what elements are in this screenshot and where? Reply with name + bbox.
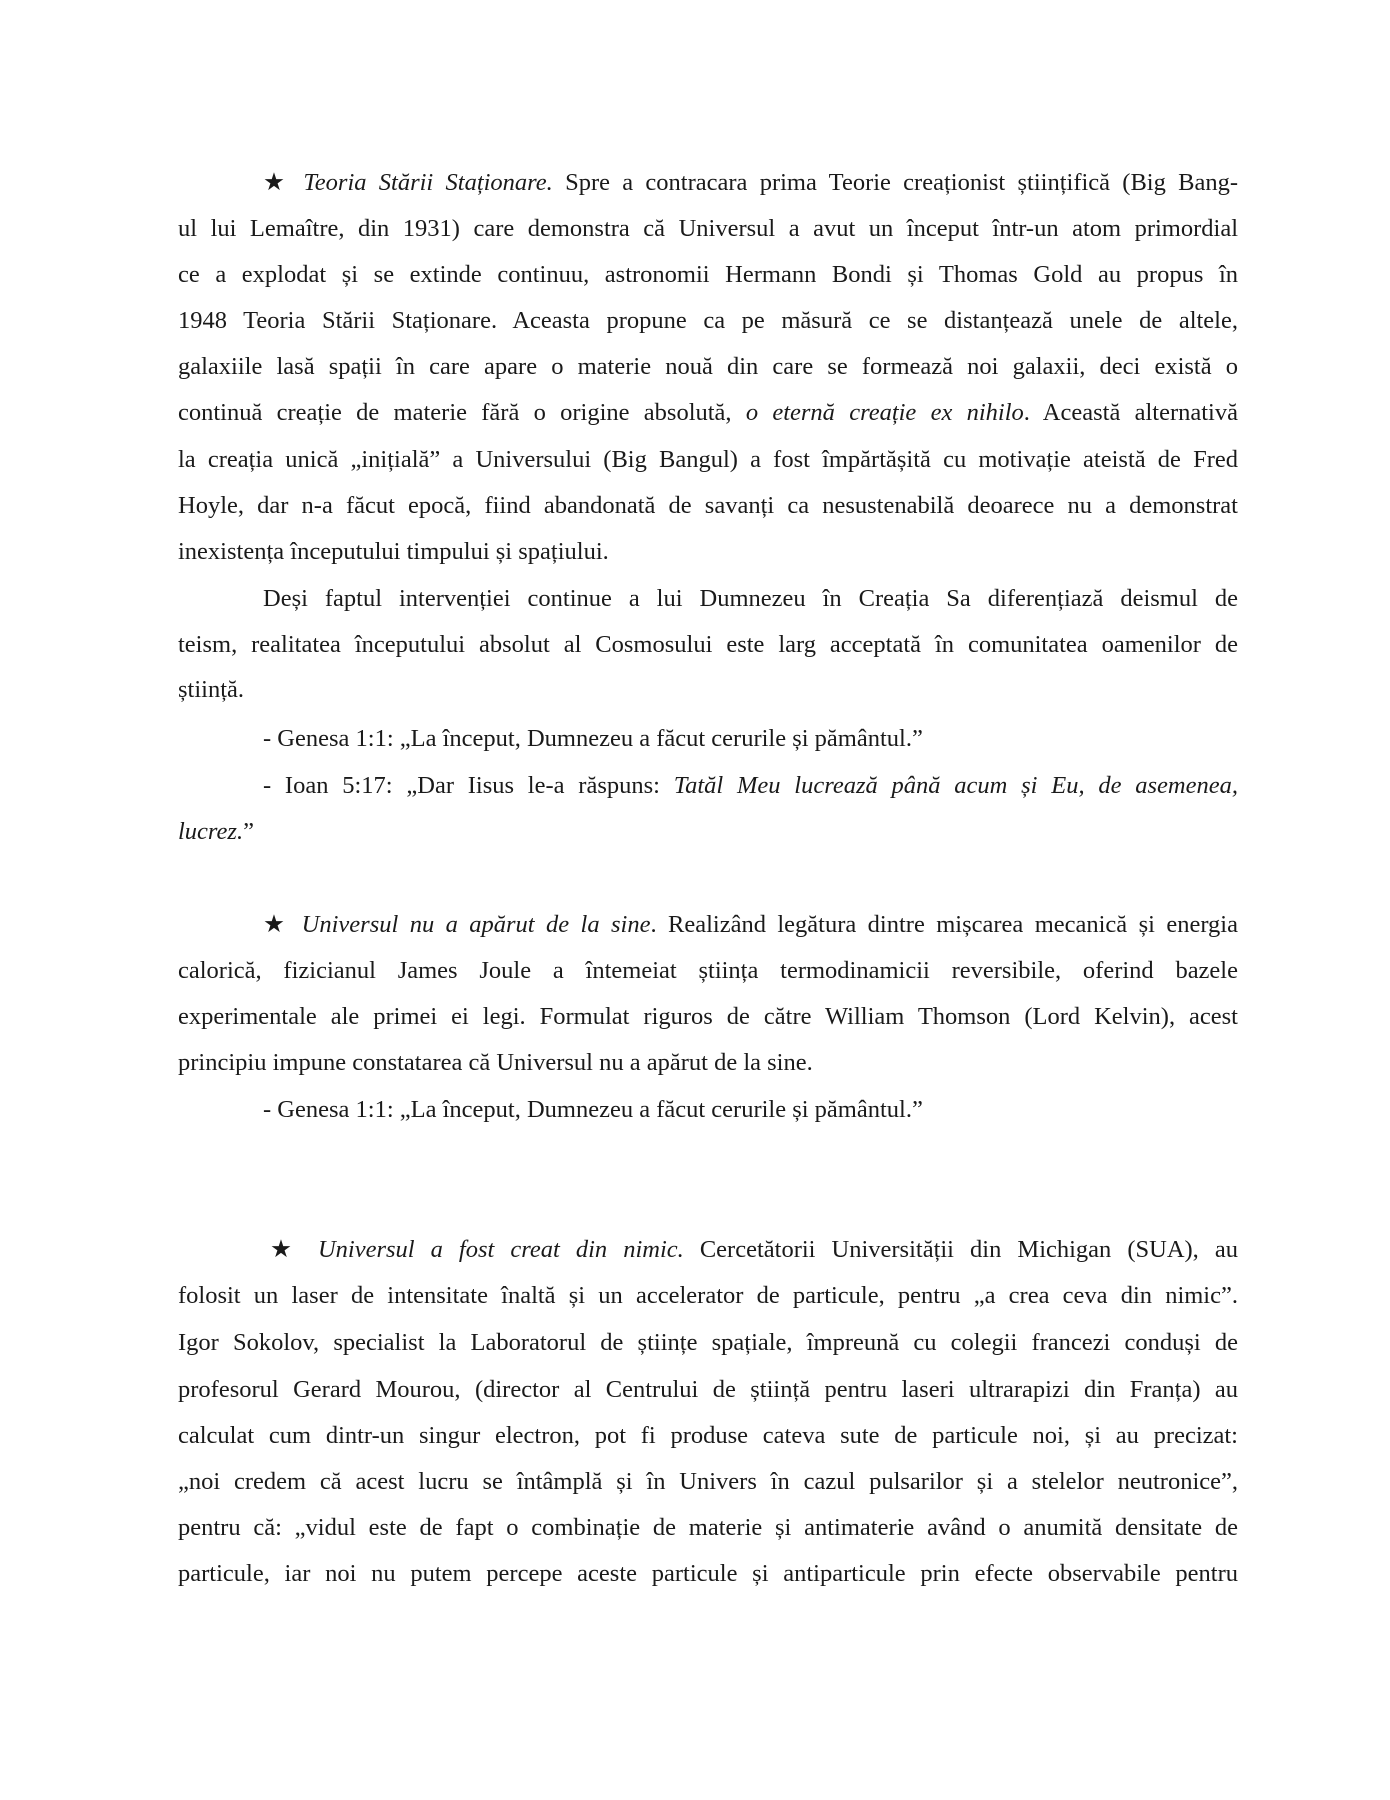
section-1-line-6 (178, 398, 1238, 428)
section-2-line-2: calorică, fizicianul James Joule a întemeiat știința termodinamicii reversibile, oferind bazele (178, 957, 1238, 984)
section-3-line-4: profesorul Gerard Mourou, (director al Centrului de știință pentru laseri ultrarapizi din Franța) au (178, 1376, 1238, 1403)
section-title: Universul a fost creat din nimic. (317, 1236, 684, 1263)
section-1-line-8: Hoyle, dar n-a făcut epocă, fiind abandonată de savanți ca nesustenabilă deoarece nu a demonstrat (178, 492, 1238, 519)
bible-reference-ioan (263, 771, 1238, 801)
text: Spre a contracara prima Teorie creaționist științifică (Big Bang- (552, 169, 1239, 196)
star-icon: ★ (270, 1236, 302, 1263)
section-1-line-1 (263, 168, 1238, 198)
section-title: Universul nu a apărut de la sine (301, 911, 651, 938)
text: . Această alternativă (1023, 399, 1238, 426)
paragraph-2-line-2: teism, realitatea începutului absolut al Cosmosului este larg acceptată în comunitatea oamenilor de (178, 631, 1238, 658)
section-1-line-7: la creația unică „inițială” a Universului (Big Bangul) a fost împărtășită cu motivație ateistă de Fred (178, 446, 1238, 473)
section-1-line-2: ul lui Lemaître, din 1931) care demonstra că Universul a avut un început într-un atom primordial (178, 215, 1238, 242)
star-icon: ★ (263, 911, 291, 938)
section-1-line-9: inexistența începutului timpului și spațiului. (178, 538, 609, 565)
section-3-line-5: calculat cum dintr-un singur electron, pot fi produse cateva sute de particule noi, și au precizat: (178, 1422, 1238, 1449)
section-3-line-3: Igor Sokolov, specialist la Laboratorul de științe spațiale, împreună cu colegii francezi conduși de (178, 1329, 1238, 1356)
section-3-line-8: particule, iar noi nu putem percepe aceste particule și antiparticule prin efecte observabile pentru (178, 1560, 1238, 1587)
paragraph-2-line-1: Deși faptul intervenției continue a lui Dumnezeu în Creația Sa diferențiază deismul de (263, 585, 1238, 612)
section-1-line-3: ce a explodat și se extinde continuu, astronomii Hermann Bondi și Thomas Gold au propus în (178, 261, 1238, 288)
text: . Realizând legătura dintre mișcarea mecanică și energia (650, 911, 1238, 938)
section-2-line-3: experimentale ale primei ei legi. Formulat riguros de către William Thomson (Lord Kelvin), acest (178, 1003, 1238, 1030)
italic-quote: lucrez. (178, 818, 244, 845)
bible-reference-ioan-cont (178, 817, 1238, 847)
section-3-line-7: pentru că: „vidul este de fapt o combinație de materie și antimaterie având o anumită densitate de (178, 1514, 1238, 1541)
italic-phrase: o eternă creație ex nihilo (745, 399, 1024, 426)
section-title: Teoria Stării Staționare. (303, 169, 553, 196)
bible-reference-genesa: - Genesa 1:1: „La început, Dumnezeu a făcut cerurile și pământul.” (263, 725, 923, 752)
section-1-line-4: 1948 Teoria Stării Staționare. Aceasta propune ca pe măsură ce se distanțează unele de altele, (178, 307, 1238, 334)
text: continuă creație de materie fără o origine absolută, (178, 399, 746, 426)
bible-reference-genesa: - Genesa 1:1: „La început, Dumnezeu a făcut cerurile și pământul.” (263, 1096, 923, 1123)
text: ” (243, 818, 254, 845)
section-2-line-4: principiu impune constatarea că Universul nu a apărut de la sine. (178, 1049, 813, 1076)
star-icon: ★ (263, 169, 292, 196)
section-1-line-5: galaxiile lasă spații în care apare o materie nouă din care se formează noi galaxii, deci există o (178, 353, 1238, 380)
section-2-line-1 (263, 910, 1238, 940)
section-3-line-2: folosit un laser de intensitate înaltă și un accelerator de particule, pentru „a crea ceva din nimic”. (178, 1282, 1238, 1309)
italic-quote: Tatăl Meu lucrează până acum și Eu, de asemenea, (673, 772, 1238, 799)
section-3-line-6: „noi credem că acest lucru se întâmplă și în Univers în cazul pulsarilor și a stelelor neutronice”, (178, 1468, 1238, 1495)
section-3-line-1 (270, 1235, 1238, 1265)
text: Cercetătorii Universității din Michigan (SUA), au (683, 1236, 1238, 1263)
text: - Ioan 5:17: „Dar Iisus le-a răspuns: (263, 772, 674, 799)
paragraph-2-line-3: știință. (178, 676, 245, 703)
